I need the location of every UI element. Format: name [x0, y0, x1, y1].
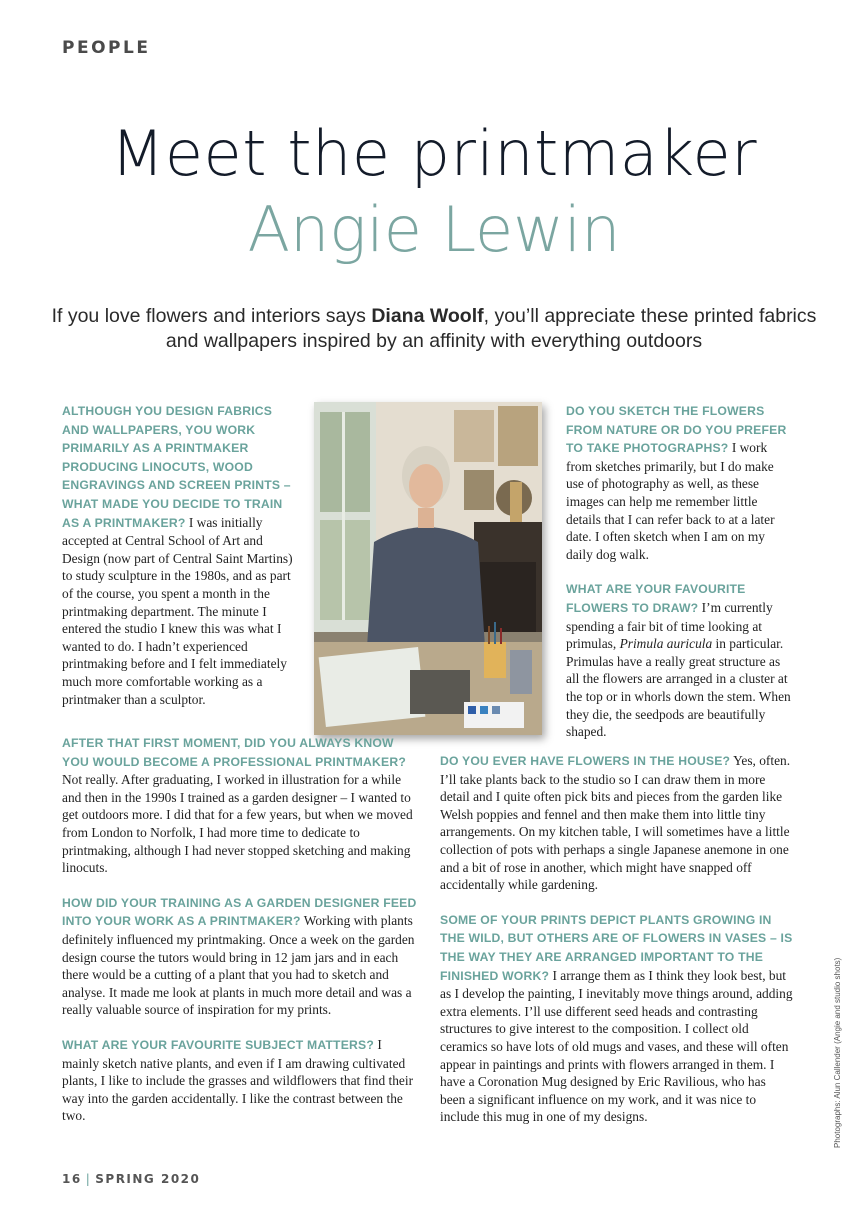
- answer: Working with plants definitely influenced my printmaking. Once a week on the garden design course the tutors would bring in 12 jam jars and in each there would be a cutting of a plant that you had to sketch and analyse. It made me look at plants in much more detail and was a really valuable source of inspiration for my prints.: [62, 913, 415, 1018]
- issue-label: SPRING 2020: [95, 1172, 201, 1186]
- question: DO YOU EVER HAVE FLOWERS IN THE HOUSE?: [440, 754, 731, 768]
- photo-credit: Photographs: Alun Callender (Angie and studio shots): [833, 957, 842, 1148]
- standfirst: [40, 304, 828, 354]
- answer: I work from sketches primarily, but I do make use of photography as well, as these images can help me remember little details that I can refer back to at a later date. I often sketch when I am on my daily dog walk.: [566, 440, 775, 562]
- qa-block: [62, 734, 418, 877]
- qa-block: [440, 911, 794, 1126]
- answer: I mainly sketch native plants, and even if I am drawing cultivated plants, I like to include the grasses and wildflowers that find their way into the garden accidentally. I like the contrast between the two.: [62, 1036, 414, 1124]
- page-number: 16: [62, 1172, 82, 1186]
- qa-block: [62, 894, 418, 1019]
- question: AFTER THAT FIRST MOMENT, DID YOU ALWAYS KNOW YOU WOULD BECOME A PROFESSIONAL PRINTMAKER?: [62, 736, 406, 769]
- standfirst-author: Diana Woolf: [371, 305, 484, 327]
- standfirst-pre: If you love flowers and interiors says: [51, 305, 372, 327]
- headline-line-2: Angie Lewin: [247, 193, 621, 266]
- right-column: [566, 402, 792, 758]
- qa-block: [566, 402, 792, 563]
- answer-pre: I’m currently spending a fair bit of time looking at primulas,: [566, 599, 773, 652]
- question: WHAT ARE YOUR FAVOURITE SUBJECT MATTERS?: [62, 1037, 375, 1052]
- answer: Yes, often. I’ll take plants back to the studio so I can draw them in more detail and I quite often pick bits and pieces from the garden like Welsh poppies and fennel and then make them into little tiny arrangements. On my kitchen table, I will sometimes have a little collection of pots with perhaps a single Japanese anemone in one and a bit of rose in another, which might have snapped off accidentally while gardening.: [440, 753, 791, 893]
- answer: I arrange them as I think they look best, but as I develop the painting, I inevitably move things around, adding extra elements. I’ll use different seed heads and contrasting structures to give interest to the composition. I collect old ceramics so have lots of old mugs and vases, and these will often appear in paintings and prints with flowers arranged in them. I have a Coronation Mug designed by Eric Ravilious, who has been a significant influence on my work, and it was nice to include this mug in one of my designs.: [440, 967, 793, 1125]
- left-column: [62, 402, 294, 725]
- lower-right-column: [440, 752, 794, 1143]
- qa-block: [440, 752, 794, 894]
- portrait-photo: [314, 402, 542, 735]
- section-label: PEOPLE: [62, 38, 151, 58]
- page-footer: [62, 1172, 200, 1186]
- footer-separator: |: [85, 1172, 92, 1186]
- answer-italic: Primula auricula: [619, 636, 713, 652]
- headline-line-1: Meet the printmaker: [110, 117, 758, 190]
- lower-left-column: [62, 734, 418, 1142]
- question: SOME OF YOUR PRINTS DEPICT PLANTS GROWING IN THE WILD, BUT OTHERS ARE OF FLOWERS IN VASES – IS THE WAY THEY ARE ARRANGED IMPORTANT TO THE FINISHED WORK?: [440, 912, 793, 983]
- answer: Not really. After graduating, I worked in illustration for a while and then in the 1990s I trained as a garden designer – I wanted to get outdoors more. I did that for a few years, but when we moved from London to Norfolk, I had more time to dedicate to printmaking, although I had never stopped sketching and making linocuts.: [62, 772, 413, 876]
- answer: I was initially accepted at Central School of Art and Design (now part of Central Saint Martins) to study sculpture in the 1980s, and as part of the course, you spent a month in the printmaking department. The minute I entered the studio I knew this was what I wanted to do. I hadn’t experienced printmaking before and I felt immediately much more comfortable working as a printmaker than a sculptor.: [62, 514, 293, 707]
- question: DO YOU SKETCH THE FLOWERS FROM NATURE OR DO YOU PREFER TO TAKE PHOTOGRAPHS?: [566, 404, 787, 456]
- question: WHAT ARE YOUR FAVOURITE FLOWERS TO DRAW?: [566, 582, 746, 615]
- question: ALTHOUGH YOU DESIGN FABRICS AND WALLPAPERS, YOU WORK PRIMARILY AS A PRINTMAKER PRODUCING LINOCUTS, WOOD ENGRAVINGS AND SCREEN PRINTS – WHAT MADE YOU DECIDE TO TRAIN AS A PRINTMAKER?: [62, 404, 291, 530]
- answer-post: in particular. Primulas have a really great structure as all the flowers are arranged in a cluster at the top or in whorls down the stem. When they die, the seedpods are beautifully shaped.: [566, 636, 791, 740]
- qa-block: [566, 580, 792, 740]
- qa-block: [62, 1036, 418, 1125]
- qa-block: [62, 402, 294, 708]
- question: HOW DID YOUR TRAINING AS A GARDEN DESIGNER FEED INTO YOUR WORK AS A PRINTMAKER?: [62, 895, 417, 929]
- standfirst-post: , you’ll appreciate these printed fabrics and wallpapers inspired by an affinity with everything outdoors: [165, 305, 817, 352]
